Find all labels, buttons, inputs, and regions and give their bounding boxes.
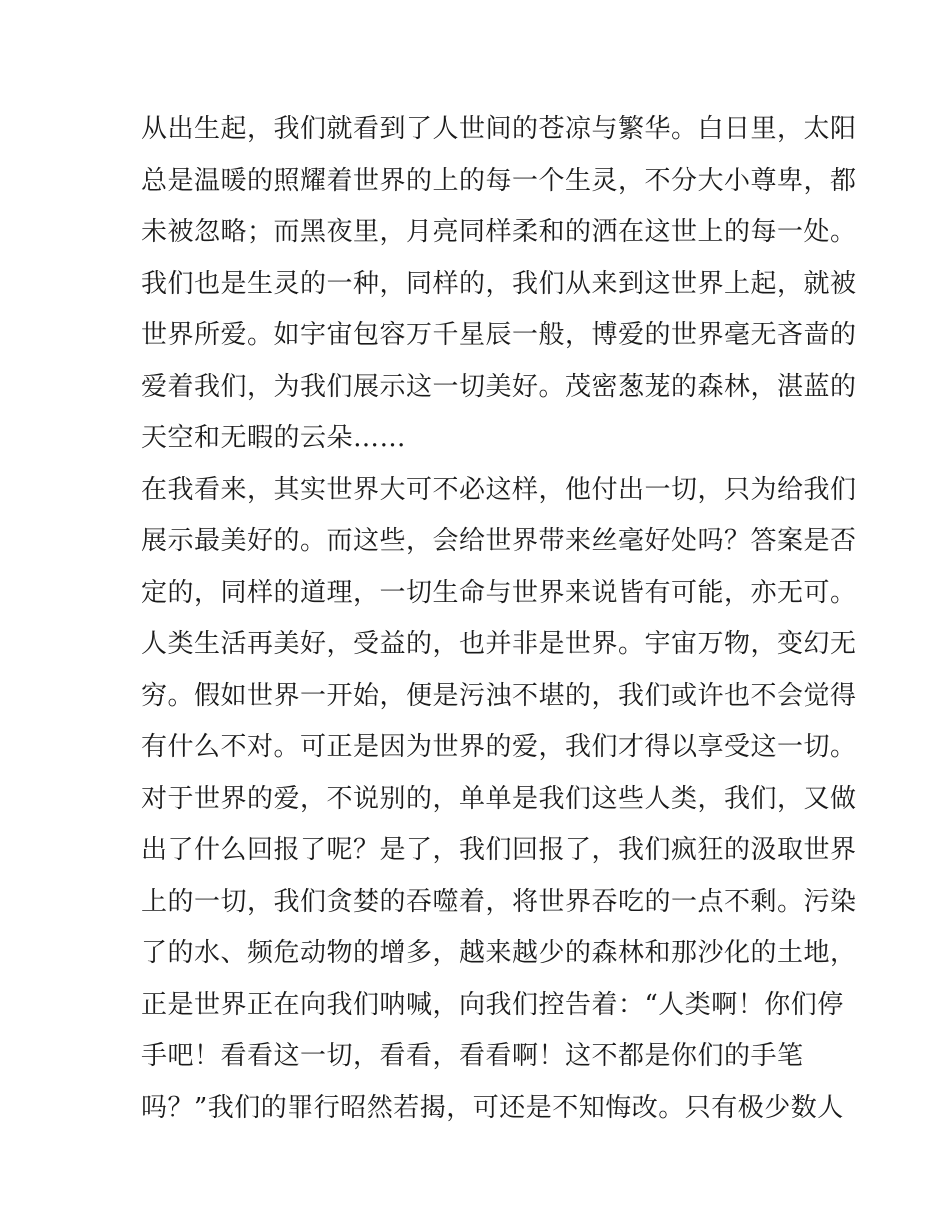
text-line: 有什么不对。可正是因为世界的爱，我们才得以享受这一切。	[141, 732, 857, 762]
text-line: 总是温暖的照耀着世界的上的每一个生灵，不分大小尊卑，都	[141, 165, 857, 196]
text-line: 吗？”我们的罪行昭然若揭，可还是不知悔改。只有极少数人	[141, 1092, 844, 1123]
text-line: 穷。假如世界一开始，便是污浊不堪的，我们或许也不会觉得	[141, 680, 857, 711]
text-line: 出了什么回报了呢？是了，我们回报了，我们疯狂的汲取世界	[141, 835, 857, 865]
text-line: 正是世界正在向我们呐喊，向我们控告着：“人类啊！你们停	[141, 989, 844, 1020]
text-line: 世界所爱。如宇宙包容万千星辰一般，博爱的世界毫无吝啬的	[141, 320, 857, 350]
text-line: 爱着我们，为我们展示这一切美好。茂密葱茏的森林，湛蓝的	[141, 371, 857, 402]
text-line: 手吧！看看这一切，看看，看看啊！这不都是你们的手笔	[141, 1041, 804, 1071]
text-line: 对于世界的爱，不说别的，单单是我们这些人类，我们，又做	[141, 783, 857, 814]
text-line: 从出生起，我们就看到了人世间的苍凉与繁华。白日里，太阳	[141, 114, 857, 144]
text-line: 定的，同样的道理，一切生命与世界来说皆有可能，亦无可。	[141, 577, 857, 608]
text-line: 展示最美好的。而这些，会给世界带来丝毫好处吗？答案是否	[141, 526, 857, 556]
text-line: 在我看来，其实世界大可不必这样，他付出一切，只为给我们	[141, 474, 857, 505]
text-line: 我们也是生灵的一种，同样的，我们从来到这世界上起，就被	[141, 268, 857, 299]
text-line: 了的水、频危动物的增多，越来越少的森林和那沙化的土地，	[141, 938, 857, 968]
text-line: 天空和无暇的云朵……	[141, 423, 407, 453]
text-line: 人类生活再美好，受益的，也并非是世界。宇宙万物，变幻无	[141, 629, 857, 659]
text-line: 未被忽略；而黑夜里，月亮同样柔和的洒在这世上的每一处。	[141, 217, 857, 247]
document-body	[141, 104, 857, 1134]
text-line: 上的一切，我们贪婪的吞噬着，将世界吞吃的一点不剩。污染	[141, 886, 857, 917]
